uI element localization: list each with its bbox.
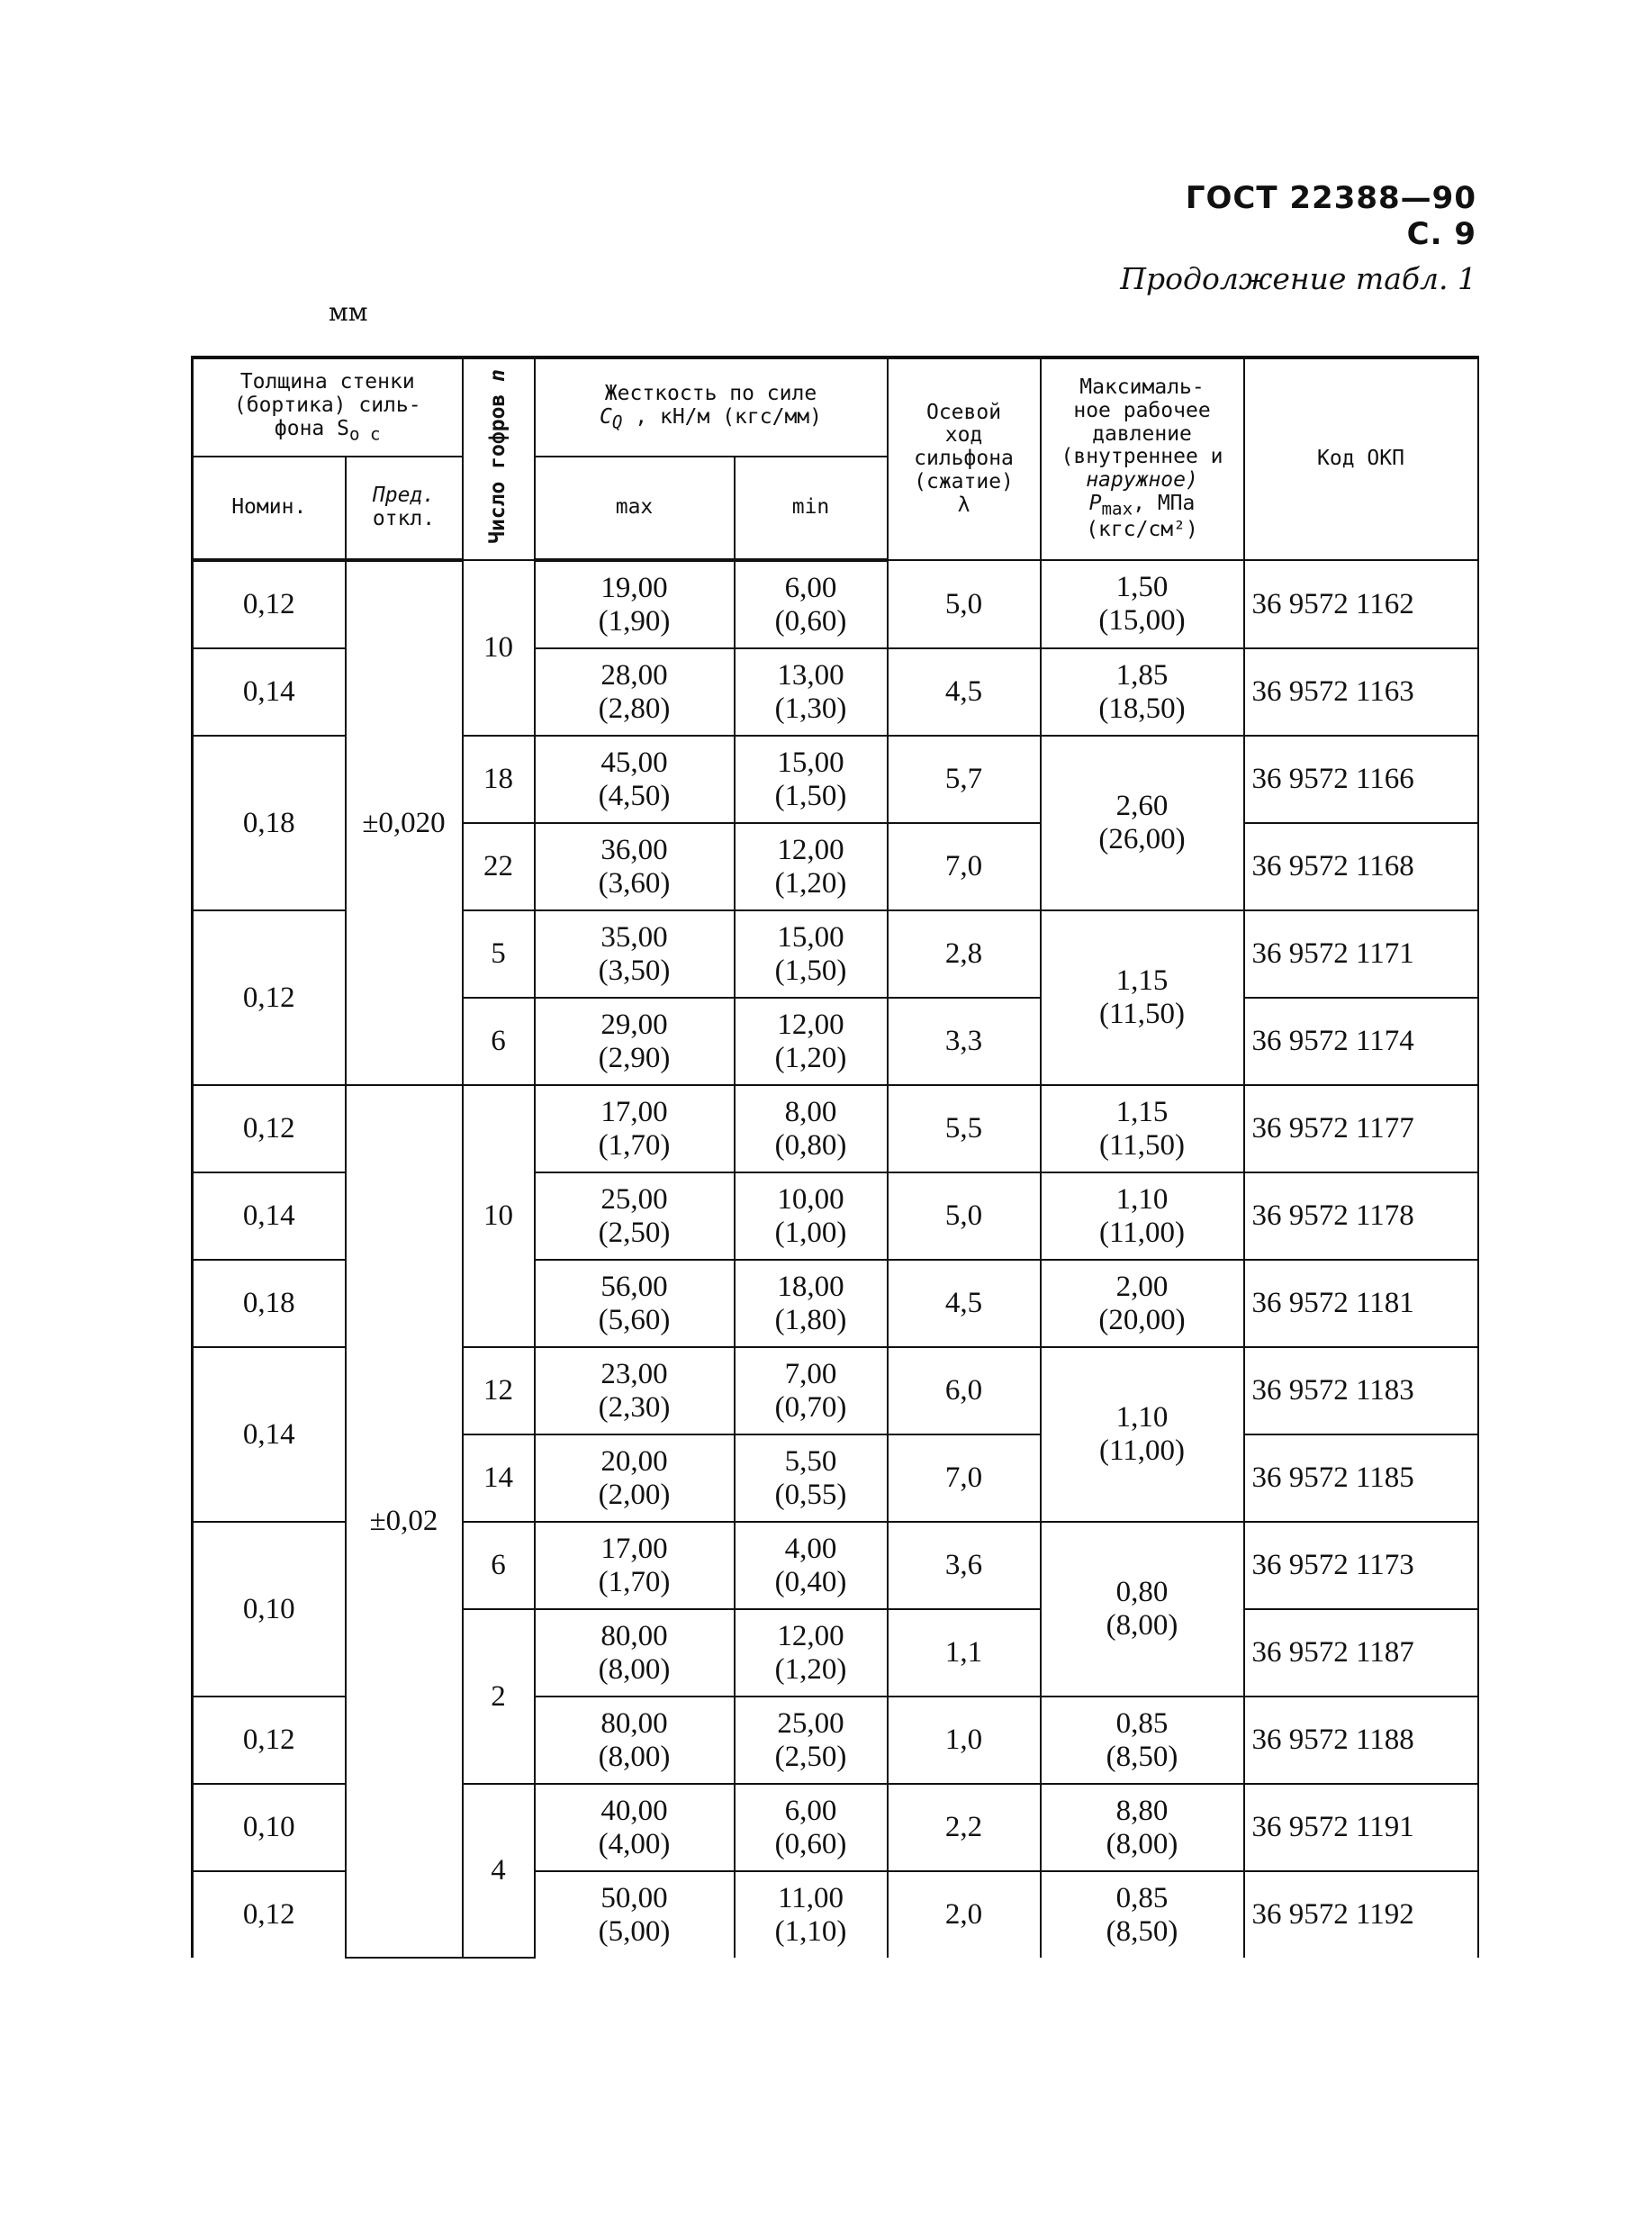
col-pressure-header: Максималь- ное рабочее давление (внутреннее и наружное) $P_{max}$, МПа (кгс/см²) bbox=[1041, 357, 1244, 560]
cq-min-cell: 15,00 (1,50) bbox=[735, 910, 888, 998]
cq-max-cell: 23,00 (2,30) bbox=[535, 1347, 735, 1434]
pressure-cell: 0,85 (8,50) bbox=[1041, 1697, 1244, 1784]
stroke-cell: 3,6 bbox=[888, 1522, 1041, 1609]
nominal-cell: 0,14 bbox=[193, 648, 346, 736]
cq-max-cell: 80,00 (8,00) bbox=[535, 1609, 735, 1697]
corrugations-cell: 18 bbox=[463, 736, 535, 823]
unit-label: мм bbox=[329, 297, 368, 327]
deviation-cell: ±0,02 bbox=[346, 1085, 463, 1958]
cq-max-cell: 20,00 (2,00) bbox=[535, 1434, 735, 1522]
cq-min-cell: 12,00 (1,20) bbox=[735, 998, 888, 1085]
cq-min-cell: 12,00 (1,20) bbox=[735, 1609, 888, 1697]
okp-code-cell: 36 9572 1178 bbox=[1244, 1172, 1478, 1260]
col-nominal-header: Номин. bbox=[193, 457, 346, 560]
okp-code-cell: 36 9572 1181 bbox=[1244, 1260, 1478, 1347]
cq-min-cell: 10,00 (1,00) bbox=[735, 1172, 888, 1260]
cq-min-cell: 11,00 (1,10) bbox=[735, 1871, 888, 1958]
cq-max-cell: 35,00 (3,50) bbox=[535, 910, 735, 998]
nominal-cell: 0,12 bbox=[193, 1697, 346, 1784]
pressure-cell: 0,85 (8,50) bbox=[1041, 1871, 1244, 1958]
corrugations-cell: 10 bbox=[463, 560, 535, 736]
stroke-cell: 2,2 bbox=[888, 1784, 1041, 1871]
stroke-cell: 3,3 bbox=[888, 998, 1041, 1085]
col-stroke-header: Осевой ход сильфона (сжатие) λ bbox=[888, 357, 1041, 560]
corrugations-cell: 6 bbox=[463, 1522, 535, 1609]
cq-max-cell: 28,00 (2,80) bbox=[535, 648, 735, 736]
col-stiffness-header: Жесткость по силе $C_Q$ , кН/м (кгс/мм) bbox=[535, 357, 888, 457]
nominal-cell: 0,10 bbox=[193, 1784, 346, 1871]
pressure-cell: 1,10 (11,00) bbox=[1041, 1172, 1244, 1260]
nominal-cell: 0,12 bbox=[193, 560, 346, 648]
nominal-cell: 0,12 bbox=[193, 1871, 346, 1958]
pressure-cell: 2,60 (26,00) bbox=[1041, 736, 1244, 910]
okp-code-cell: 36 9572 1188 bbox=[1244, 1697, 1478, 1784]
stroke-cell: 5,7 bbox=[888, 736, 1041, 823]
pressure-cell: 1,15 (11,50) bbox=[1041, 1085, 1244, 1172]
nominal-cell: 0,14 bbox=[193, 1347, 346, 1522]
stroke-cell: 7,0 bbox=[888, 1434, 1041, 1522]
cq-max-cell: 17,00 (1,70) bbox=[535, 1085, 735, 1172]
okp-code-cell: 36 9572 1166 bbox=[1244, 736, 1478, 823]
pressure-cell: 1,15 (11,50) bbox=[1041, 910, 1244, 1085]
cq-max-cell: 80,00 (8,00) bbox=[535, 1697, 735, 1784]
cq-min-cell: 15,00 (1,50) bbox=[735, 736, 888, 823]
cq-max-cell: 45,00 (4,50) bbox=[535, 736, 735, 823]
col-corrugations-header: Число гофров n bbox=[463, 357, 535, 560]
corrugations-cell: 2 bbox=[463, 1609, 535, 1784]
nominal-cell: 0,18 bbox=[193, 1260, 346, 1347]
okp-code-cell: 36 9572 1173 bbox=[1244, 1522, 1478, 1609]
col-deviation-header: Пред. откл. bbox=[346, 457, 463, 560]
deviation-cell: ±0,020 bbox=[346, 560, 463, 1085]
col-max-header: max bbox=[535, 457, 735, 560]
okp-code-cell: 36 9572 1163 bbox=[1244, 648, 1478, 736]
pressure-cell: 1,85 (18,50) bbox=[1041, 648, 1244, 736]
cq-max-cell: 40,00 (4,00) bbox=[535, 1784, 735, 1871]
corrugations-cell: 6 bbox=[463, 998, 535, 1085]
okp-code-cell: 36 9572 1183 bbox=[1244, 1347, 1478, 1434]
stroke-cell: 4,5 bbox=[888, 1260, 1041, 1347]
corrugations-cell: 10 bbox=[463, 1085, 535, 1347]
stroke-cell: 1,0 bbox=[888, 1697, 1041, 1784]
cq-min-cell: 8,00 (0,80) bbox=[735, 1085, 888, 1172]
corrugations-cell: 12 bbox=[463, 1347, 535, 1434]
cq-min-cell: 4,00 (0,40) bbox=[735, 1522, 888, 1609]
cq-max-cell: 29,00 (2,90) bbox=[535, 998, 735, 1085]
cq-max-cell: 25,00 (2,50) bbox=[535, 1172, 735, 1260]
okp-code-cell: 36 9572 1168 bbox=[1244, 823, 1478, 910]
cq-min-cell: 25,00 (2,50) bbox=[735, 1697, 888, 1784]
cq-max-cell: 17,00 (1,70) bbox=[535, 1522, 735, 1609]
col-okp-header: Код ОКП bbox=[1244, 357, 1478, 560]
cq-min-cell: 13,00 (1,30) bbox=[735, 648, 888, 736]
okp-code-cell: 36 9572 1177 bbox=[1244, 1085, 1478, 1172]
cq-max-cell: 36,00 (3,60) bbox=[535, 823, 735, 910]
cq-min-cell: 7,00 (0,70) bbox=[735, 1347, 888, 1434]
stroke-cell: 4,5 bbox=[888, 648, 1041, 736]
stroke-cell: 5,5 bbox=[888, 1085, 1041, 1172]
stroke-cell: 2,0 bbox=[888, 1871, 1041, 1958]
cq-min-cell: 6,00 (0,60) bbox=[735, 560, 888, 648]
nominal-cell: 0,10 bbox=[193, 1522, 346, 1697]
pressure-cell: 1,50 (15,00) bbox=[1041, 560, 1244, 648]
okp-code-cell: 36 9572 1187 bbox=[1244, 1609, 1478, 1697]
okp-code-cell: 36 9572 1174 bbox=[1244, 998, 1478, 1085]
stroke-cell: 5,0 bbox=[888, 560, 1041, 648]
nominal-cell: 0,12 bbox=[193, 1085, 346, 1172]
cq-max-cell: 56,00 (5,60) bbox=[535, 1260, 735, 1347]
pressure-cell: 8,80 (8,00) bbox=[1041, 1784, 1244, 1871]
nominal-cell: 0,12 bbox=[193, 910, 346, 1085]
okp-code-cell: 36 9572 1185 bbox=[1244, 1434, 1478, 1522]
stroke-cell: 5,0 bbox=[888, 1172, 1041, 1260]
cq-min-cell: 5,50 (0,55) bbox=[735, 1434, 888, 1522]
stroke-cell: 7,0 bbox=[888, 823, 1041, 910]
cq-min-cell: 18,00 (1,80) bbox=[735, 1260, 888, 1347]
okp-code-cell: 36 9572 1171 bbox=[1244, 910, 1478, 998]
nominal-cell: 0,14 bbox=[193, 1172, 346, 1260]
table-caption: Продолжение табл. 1 bbox=[1120, 261, 1476, 296]
cq-max-cell: 19,00 (1,90) bbox=[535, 560, 735, 648]
bellows-table bbox=[191, 356, 1479, 1959]
page-header: ГОСТ 22388—90 С. 9 bbox=[1185, 180, 1476, 252]
stroke-cell: 6,0 bbox=[888, 1347, 1041, 1434]
okp-code-cell: 36 9572 1191 bbox=[1244, 1784, 1478, 1871]
pressure-cell: 2,00 (20,00) bbox=[1041, 1260, 1244, 1347]
pressure-cell: 0,80 (8,00) bbox=[1041, 1522, 1244, 1697]
nominal-cell: 0,18 bbox=[193, 736, 346, 910]
col-min-header: min bbox=[735, 457, 888, 560]
corrugations-cell: 5 bbox=[463, 910, 535, 998]
stroke-cell: 2,8 bbox=[888, 910, 1041, 998]
corrugations-cell: 4 bbox=[463, 1784, 535, 1958]
cq-max-cell: 50,00 (5,00) bbox=[535, 1871, 735, 1958]
pressure-cell: 1,10 (11,00) bbox=[1041, 1347, 1244, 1522]
cq-min-cell: 12,00 (1,20) bbox=[735, 823, 888, 910]
cq-min-cell: 6,00 (0,60) bbox=[735, 1784, 888, 1871]
stroke-cell: 1,1 bbox=[888, 1609, 1041, 1697]
okp-code-cell: 36 9572 1192 bbox=[1244, 1871, 1478, 1958]
col-thickness-header: Толщина стенки (бортика) силь- фона $S_{о с}$ bbox=[193, 357, 463, 457]
corrugations-cell: 22 bbox=[463, 823, 535, 910]
okp-code-cell: 36 9572 1162 bbox=[1244, 560, 1478, 648]
corrugations-cell: 14 bbox=[463, 1434, 535, 1522]
